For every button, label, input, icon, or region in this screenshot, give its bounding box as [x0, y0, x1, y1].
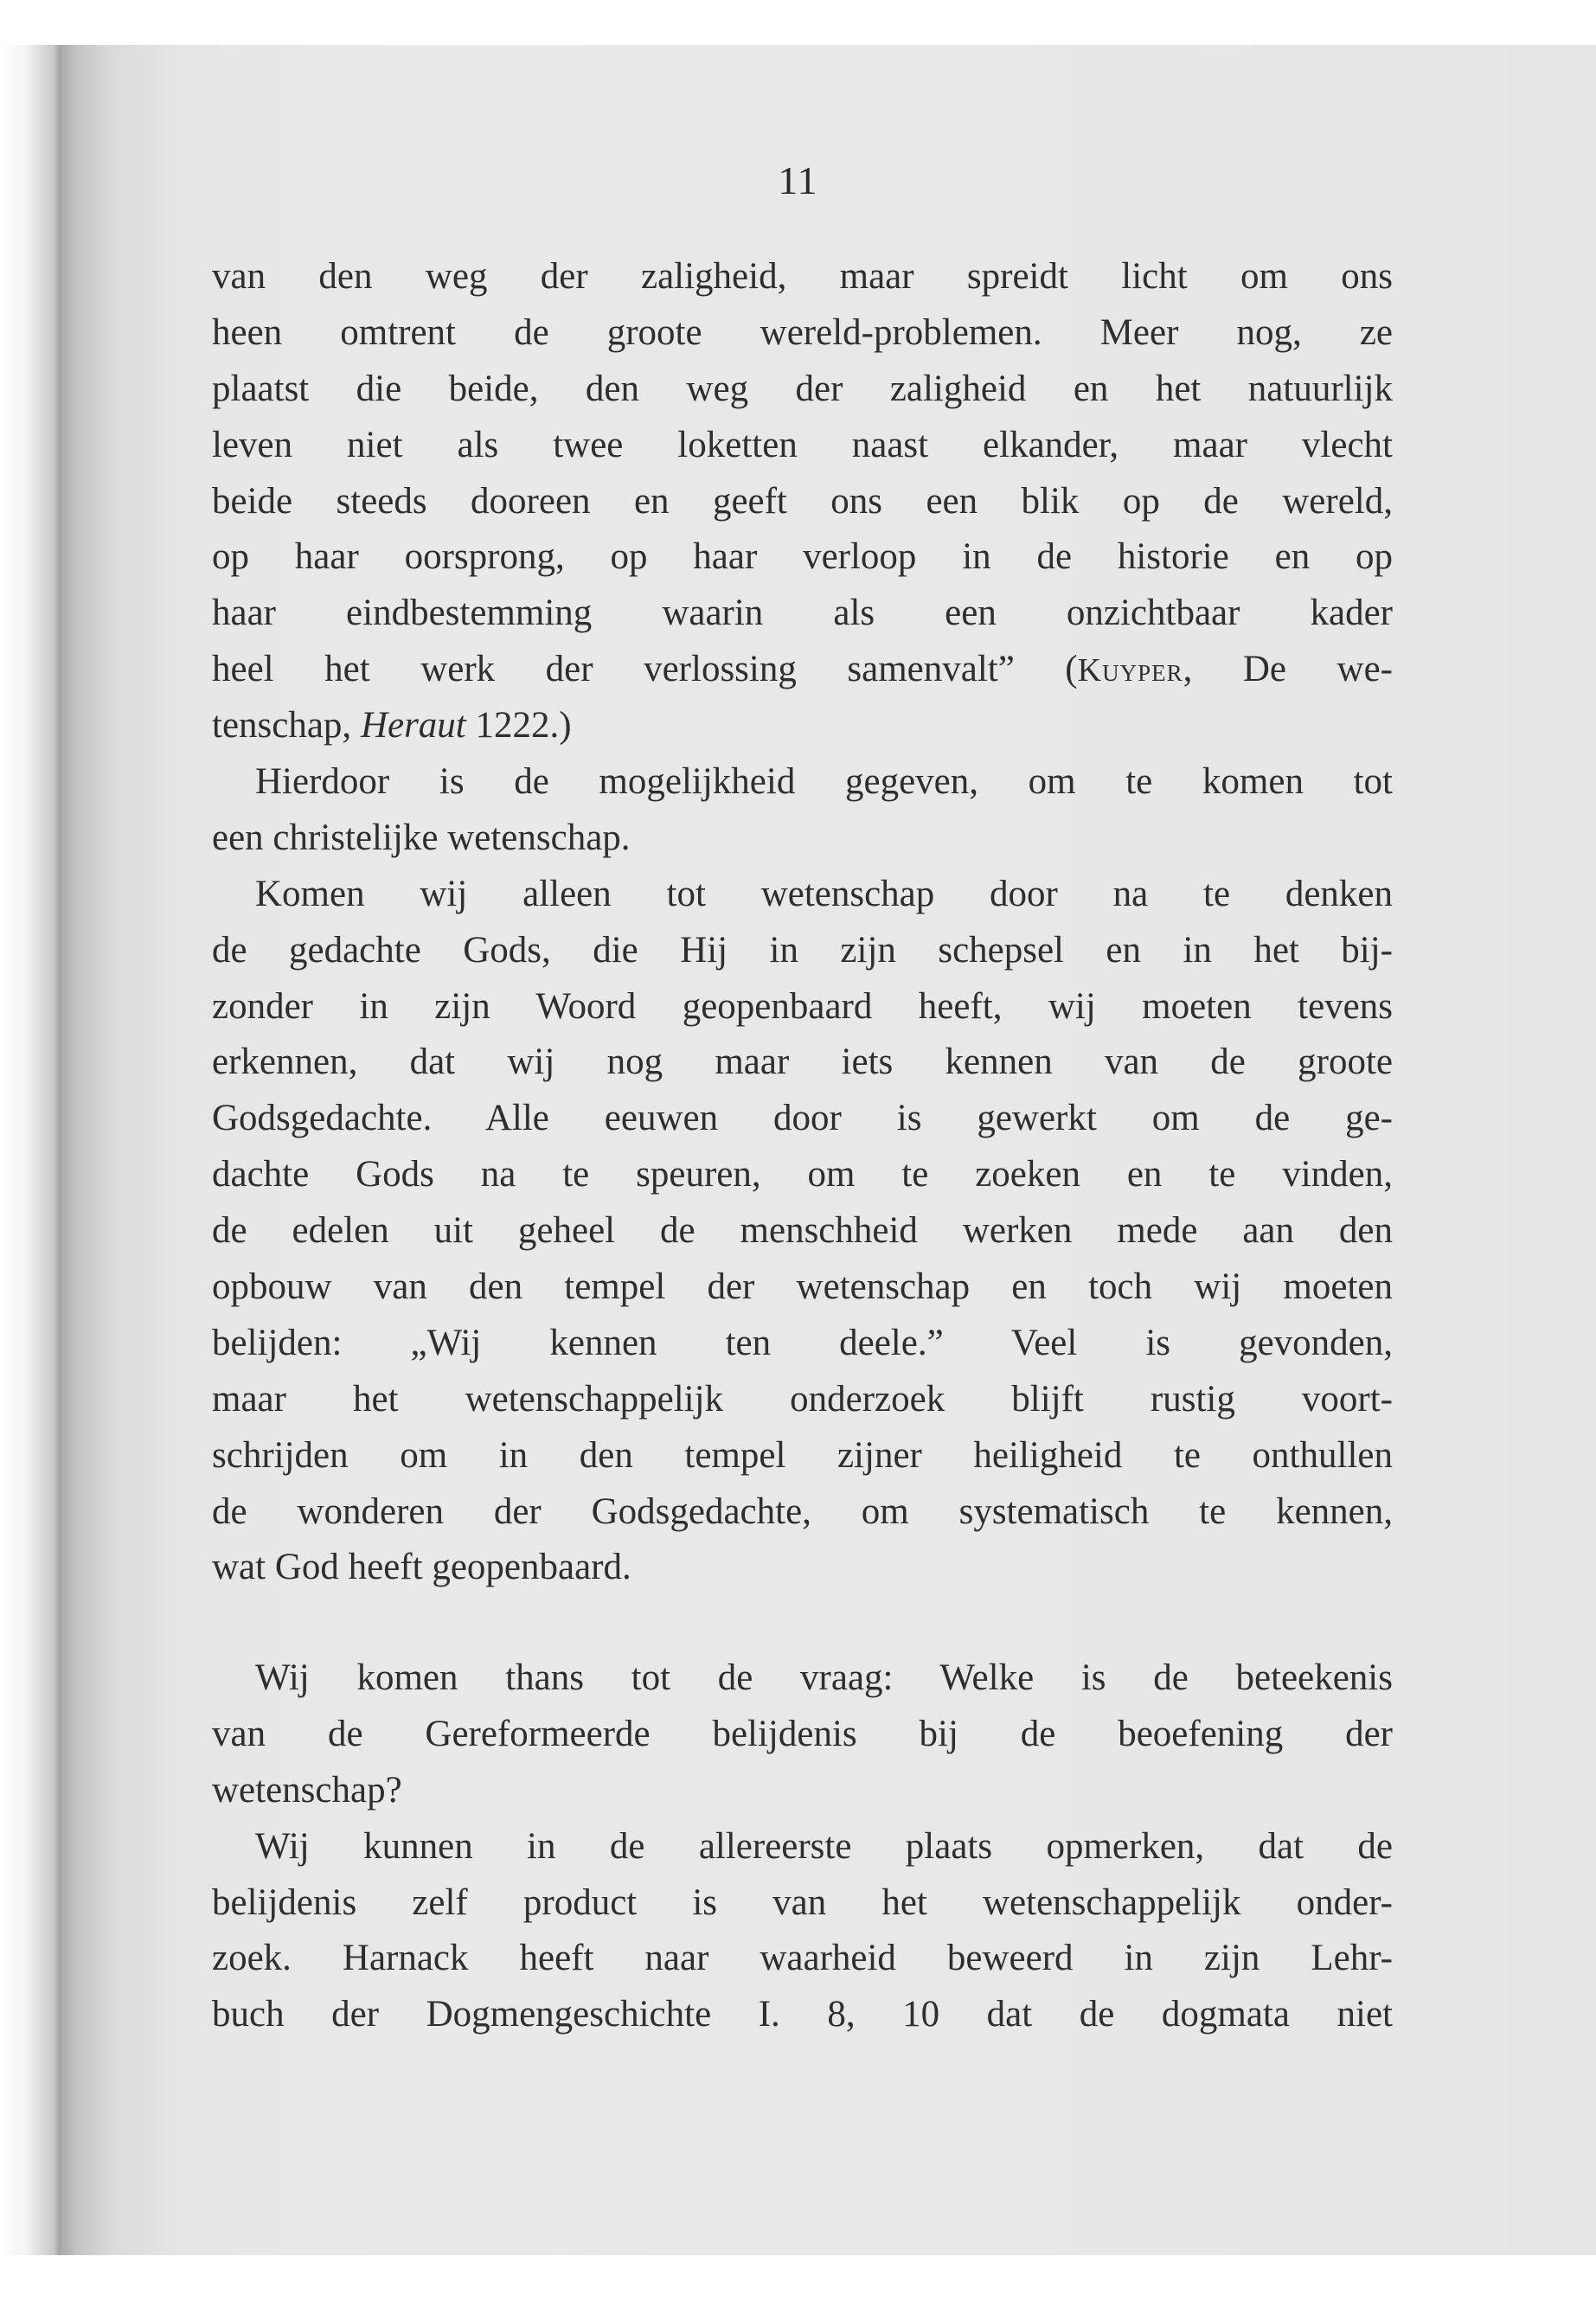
- scan-margin-bottom: [0, 2255, 1596, 2301]
- scan-margin-top: [0, 0, 1596, 45]
- text-line: Godsgedachte. Alle eeuwen door is gewerkt om de ge-: [212, 1098, 1393, 1139]
- text-block-2: [212, 1650, 1393, 2043]
- page-number: 11: [778, 158, 818, 202]
- text-line: schrijden om in den tempel zijner heiligheid te onthullen: [212, 1434, 1393, 1476]
- text-line: van den weg der zaligheid, maar spreidt licht om ons: [212, 256, 1393, 297]
- text-line: Komen wij alleen tot wetenschap door na te denken: [255, 873, 1393, 914]
- text-line: haar eindbestemming waarin als een onzichtbaar kader: [212, 593, 1393, 634]
- text-line: dachte Gods na te speuren, om te zoeken en te vinden,: [212, 1154, 1393, 1195]
- text-line: erkennen, dat wij nog maar iets kennen van de groote: [212, 1042, 1393, 1083]
- text-line: op haar oorsprong, op haar verloop in de historie en op: [212, 536, 1393, 578]
- text-line: belijden: „Wij kennen ten deele.” Veel is gevonden,: [212, 1322, 1393, 1363]
- periodical-title: Heraut: [360, 705, 466, 747]
- text-line: een christelijke wetenschap.: [212, 817, 631, 858]
- text-line: de edelen uit geheel de menschheid werken mede aan den: [212, 1210, 1393, 1252]
- text-line: plaatst die beide, den weg der zaligheid en het natuurlijk: [212, 368, 1393, 409]
- text-line: Wij komen thans tot de vraag: Welke is de beteekenis: [255, 1657, 1393, 1698]
- text-line: beide steeds dooreen en geeft ons een blik op de wereld,: [212, 480, 1393, 522]
- text-line: leven niet als twee loketten naast elkander, maar vlecht: [212, 424, 1393, 465]
- text-line-citation: [212, 698, 1393, 754]
- text-line: zoek. Harnack heeft naar waarheid beweerd in zijn Lehr-: [212, 1938, 1393, 1979]
- text-line: belijdenis zelf product is van het wetenschappelijk onder-: [212, 1881, 1393, 1923]
- citation-text: 1222.): [465, 705, 572, 747]
- author-name: Kuyper: [1077, 652, 1183, 689]
- book-gutter-shadow: [0, 45, 61, 2255]
- text-block-1: [212, 249, 1393, 1596]
- citation-text: , De we-: [1183, 649, 1393, 690]
- text-line: heen omtrent de groote wereld-problemen. Meer nog, ze: [212, 311, 1393, 353]
- citation-text: heel het werk der verlossing samenvalt” (: [212, 649, 1078, 690]
- text-line: zonder in zijn Woord geopenbaard heeft, wij moeten tevens: [212, 985, 1393, 1027]
- text-line: van de Gereformeerde belijdenis bij de beoefening der: [212, 1713, 1393, 1754]
- text-line: Hierdoor is de mogelijkheid gegeven, om te komen tot: [255, 761, 1393, 803]
- text-line: buch der Dogmengeschichte I. 8, 10 dat de dogmata niet: [212, 1994, 1393, 2035]
- text-line-citation: [212, 642, 1393, 698]
- text-line: de wonderen der Godsgedachte, om systematisch te kennen,: [212, 1490, 1393, 1532]
- text-line: Wij kunnen in de allereerste plaats opmerken, dat de: [255, 1825, 1393, 1867]
- text-line: wetenschap?: [212, 1769, 402, 1811]
- text-line: maar het wetenschappelijk onderzoek blijft rustig voort-: [212, 1378, 1393, 1420]
- text-line: opbouw van den tempel der wetenschap en toch wij moeten: [212, 1266, 1393, 1308]
- text-line: wat God heeft geopenbaard.: [212, 1547, 631, 1588]
- text-line: de gedachte Gods, die Hij in zijn schepsel en in het bij-: [212, 929, 1393, 971]
- citation-text: tenschap,: [212, 705, 361, 747]
